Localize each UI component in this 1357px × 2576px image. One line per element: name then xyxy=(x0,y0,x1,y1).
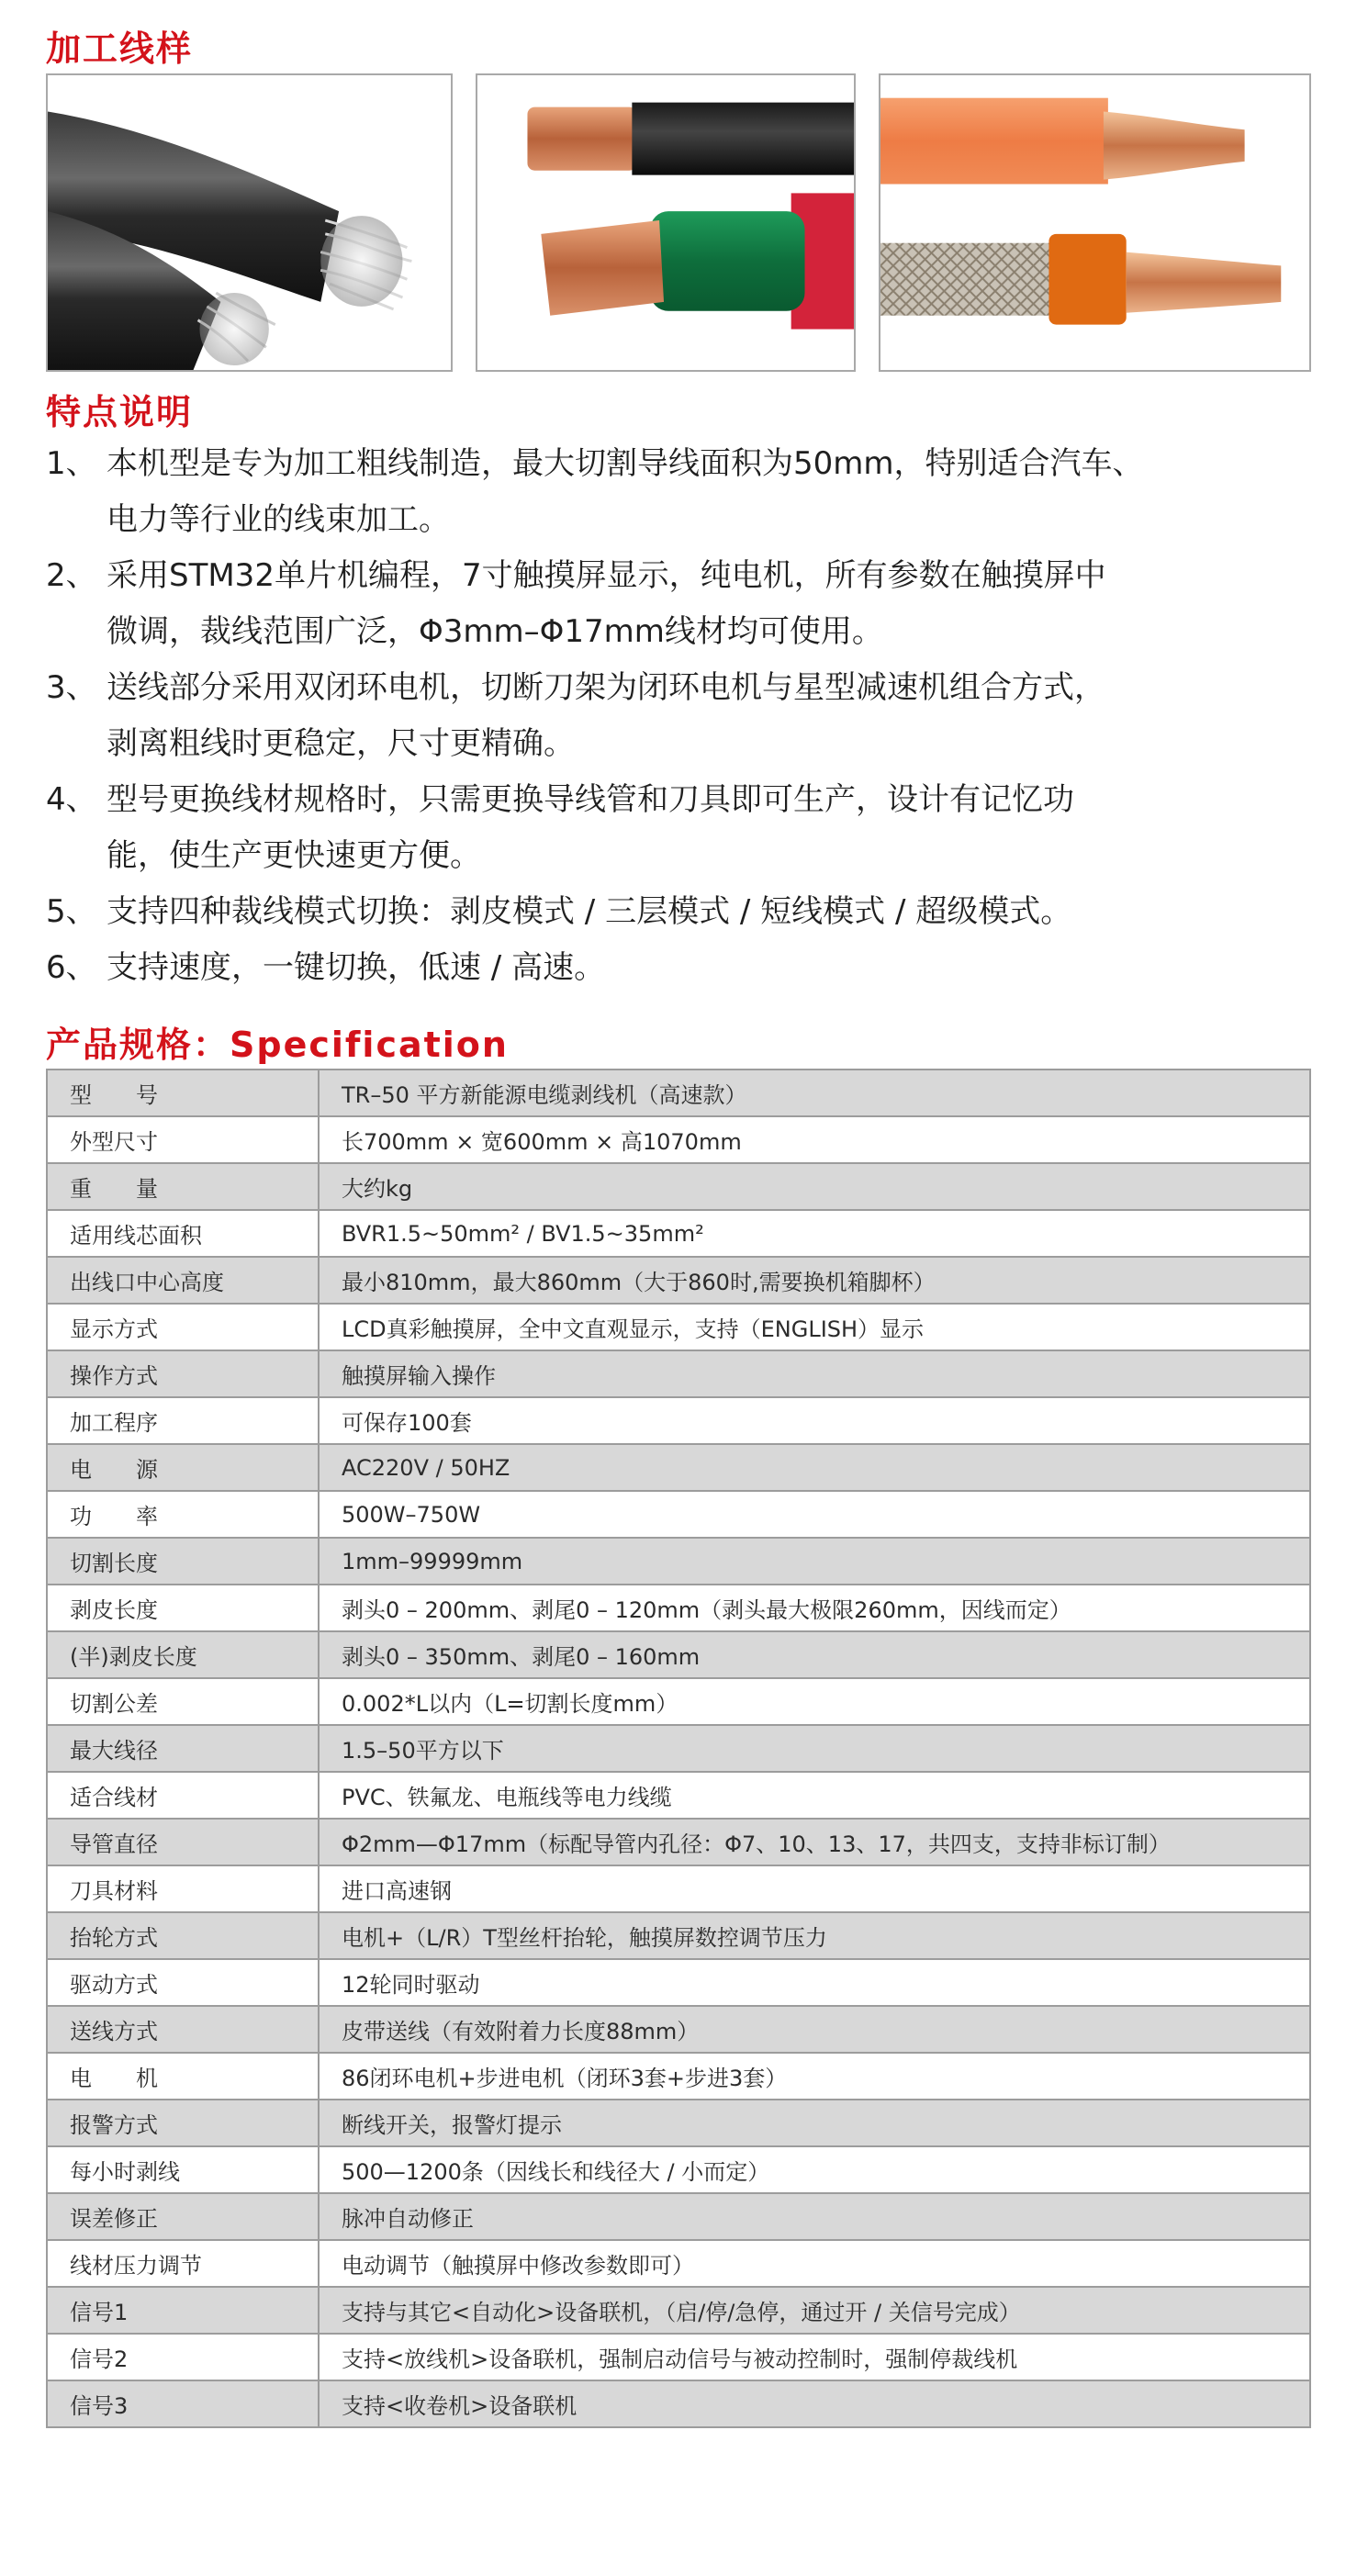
spec-label: 加工程序 xyxy=(47,1397,319,1444)
spec-row xyxy=(47,1631,1310,1678)
spec-row xyxy=(47,2240,1310,2287)
spec-label: 报警方式 xyxy=(47,2100,319,2146)
spec-row xyxy=(47,1491,1310,1538)
spec-value: 长700mm × 宽600mm × 高1070mm xyxy=(319,1116,1310,1163)
spec-label: 每小时剥线 xyxy=(47,2146,319,2193)
spec-value: 剥头0 – 350mm、剥尾0 – 160mm xyxy=(319,1631,1310,1678)
spec-label: 抬轮方式 xyxy=(47,1912,319,1959)
spec-value: 支持<收卷机>设备联机 xyxy=(319,2380,1310,2427)
spec-row xyxy=(47,1070,1310,1116)
spec-label: 型 号 xyxy=(47,1070,319,1116)
spec-value: 12轮同时驱动 xyxy=(319,1959,1310,2006)
feature-number: 2、 xyxy=(46,557,97,594)
spec-label: 信号3 xyxy=(47,2380,319,2427)
spec-label: 外型尺寸 xyxy=(47,1116,319,1163)
spec-value: 剥头0 – 200mm、剥尾0 – 120mm（剥头最大极限260mm，因线而定） xyxy=(319,1585,1310,1631)
spec-value: BVR1.5~50mm² / BV1.5~35mm² xyxy=(319,1210,1310,1257)
spec-value: AC220V / 50HZ xyxy=(319,1444,1310,1491)
spec-label: 显示方式 xyxy=(47,1304,319,1350)
spec-value: 大约kg xyxy=(319,1163,1310,1210)
spec-value: TR–50 平方新能源电缆剥线机（高速款） xyxy=(319,1070,1310,1116)
spec-value: 支持<放线机>设备联机，强制启动信号与被动控制时，强制停裁线机 xyxy=(319,2334,1310,2380)
spec-row xyxy=(47,1912,1310,1959)
spec-label: 剥皮长度 xyxy=(47,1585,319,1631)
spec-label: 送线方式 xyxy=(47,2006,319,2053)
spec-value: Φ2mm—Φ17mm（标配导管内孔径：Φ7、10、13、17，共四支，支持非标订制） xyxy=(319,1819,1310,1865)
spec-row xyxy=(47,1350,1310,1397)
spec-table xyxy=(46,1069,1311,2428)
feature-number: 5、 xyxy=(46,893,97,930)
spec-row xyxy=(47,2193,1310,2240)
spec-value: 触摸屏输入操作 xyxy=(319,1350,1310,1397)
feature-item xyxy=(46,548,1331,660)
spec-label: (半)剥皮长度 xyxy=(47,1631,319,1678)
spec-row xyxy=(47,1959,1310,2006)
spec-label: 最大线径 xyxy=(47,1725,319,1772)
spec-label: 信号2 xyxy=(47,2334,319,2380)
spec-label: 误差修正 xyxy=(47,2193,319,2240)
feature-list xyxy=(46,436,1331,996)
spec-row xyxy=(47,2334,1310,2380)
spec-label: 信号1 xyxy=(47,2287,319,2334)
spec-value: 最小810mm，最大860mm（大于860时,需要换机箱脚杯） xyxy=(319,1257,1310,1304)
feature-text-line: 型号更换线材规格时，只需更换导线管和刀具即可生产，设计有记忆功 xyxy=(107,781,1074,818)
spec-row xyxy=(47,1678,1310,1725)
spec-label: 线材压力调节 xyxy=(47,2240,319,2287)
spec-row xyxy=(47,1538,1310,1585)
feature-text-line: 支持速度，一键切换，低速 / 高速。 xyxy=(107,949,606,986)
spec-row xyxy=(47,1163,1310,1210)
spec-label: 适合线材 xyxy=(47,1772,319,1819)
feature-text-line: 送线部分采用双闭环电机，切断刀架为闭环电机与星型减速机组合方式， xyxy=(107,669,1105,706)
feature-item xyxy=(46,436,1331,548)
spec-row xyxy=(47,2287,1310,2334)
spec-value: 支持与其它<自动化>设备联机，（启/停/急停，通过开 / 关信号完成） xyxy=(319,2287,1310,2334)
black-rubber-cable-photo xyxy=(46,73,453,372)
spec-value: 1.5–50平方以下 xyxy=(319,1725,1310,1772)
feature-item xyxy=(46,660,1331,772)
spec-value: 0.002*L以内（L=切割长度mm） xyxy=(319,1678,1310,1725)
feature-item xyxy=(46,940,1331,996)
spec-section-title: 产品规格：Specification xyxy=(46,1025,509,1065)
spec-row xyxy=(47,1397,1310,1444)
feature-text-line: 采用STM32单片机编程，7寸触摸屏显示，纯电机，所有参数在触摸屏中 xyxy=(107,557,1106,594)
orange-shielded-cable-photo xyxy=(879,73,1311,372)
spec-value: 电动调节（触摸屏中修改参数即可） xyxy=(319,2240,1310,2287)
spec-label: 导管直径 xyxy=(47,1819,319,1865)
spec-row xyxy=(47,1210,1310,1257)
spec-row xyxy=(47,2053,1310,2100)
spec-value: 电机+（L/R）T型丝杆抬轮，触摸屏数控调节压力 xyxy=(319,1912,1310,1959)
spec-value: 皮带送线（有效附着力长度88mm） xyxy=(319,2006,1310,2053)
feature-text-line: 能，使生产更快速更方便。 xyxy=(107,837,481,874)
spec-value: 500—1200条（因线长和线径大 / 小而定） xyxy=(319,2146,1310,2193)
spec-value: 86闭环电机+步进电机（闭环3套+步进3套） xyxy=(319,2053,1310,2100)
feature-number: 3、 xyxy=(46,669,97,706)
spec-row xyxy=(47,1444,1310,1491)
spec-row xyxy=(47,1865,1310,1912)
features-section-title: 特点说明 xyxy=(46,392,194,432)
spec-value: LCD真彩触摸屏，全中文直观显示，支持（ENGLISH）显示 xyxy=(319,1304,1310,1350)
spec-label: 刀具材料 xyxy=(47,1865,319,1912)
feature-item xyxy=(46,884,1331,940)
spec-label: 操作方式 xyxy=(47,1350,319,1397)
feature-item xyxy=(46,772,1331,884)
spec-label: 电 机 xyxy=(47,2053,319,2100)
spec-row xyxy=(47,1585,1310,1631)
spec-row xyxy=(47,2006,1310,2053)
copper-black-green-cable-photo xyxy=(476,73,856,372)
spec-label: 切割公差 xyxy=(47,1678,319,1725)
spec-row xyxy=(47,1304,1310,1350)
samples-section-title: 加工线样 xyxy=(46,28,194,69)
spec-label: 切割长度 xyxy=(47,1538,319,1585)
spec-row xyxy=(47,1772,1310,1819)
spec-value: 进口高速钢 xyxy=(319,1865,1310,1912)
spec-label: 出线口中心高度 xyxy=(47,1257,319,1304)
spec-row xyxy=(47,2100,1310,2146)
feature-text-line: 本机型是专为加工粗线制造，最大切割导线面积为50mm，特别适合汽车、 xyxy=(107,445,1144,482)
spec-row xyxy=(47,1725,1310,1772)
spec-row xyxy=(47,2380,1310,2427)
spec-label: 电 源 xyxy=(47,1444,319,1491)
spec-row xyxy=(47,1819,1310,1865)
spec-value: PVC、铁氟龙、电瓶线等电力线缆 xyxy=(319,1772,1310,1819)
feature-text-line: 支持四种裁线模式切换：剥皮模式 / 三层模式 / 短线模式 / 超级模式。 xyxy=(107,893,1072,930)
feature-number: 4、 xyxy=(46,781,97,818)
spec-value: 500W–750W xyxy=(319,1491,1310,1538)
spec-label: 驱动方式 xyxy=(47,1959,319,2006)
spec-value: 1mm–99999mm xyxy=(319,1538,1310,1585)
feature-text-line: 微调，裁线范围广泛，Φ3mm–Φ17mm线材均可使用。 xyxy=(107,613,883,650)
spec-value: 脉冲自动修正 xyxy=(319,2193,1310,2240)
feature-number: 1、 xyxy=(46,445,97,482)
feature-text-line: 剥离粗线时更稳定，尺寸更精确。 xyxy=(107,725,575,762)
spec-label: 适用线芯面积 xyxy=(47,1210,319,1257)
feature-text-line: 电力等行业的线束加工。 xyxy=(107,501,450,538)
spec-row xyxy=(47,1116,1310,1163)
feature-number: 6、 xyxy=(46,949,97,986)
spec-value: 断线开关，报警灯提示 xyxy=(319,2100,1310,2146)
spec-label: 重 量 xyxy=(47,1163,319,1210)
spec-row xyxy=(47,1257,1310,1304)
spec-label: 功 率 xyxy=(47,1491,319,1538)
spec-value: 可保存100套 xyxy=(319,1397,1310,1444)
spec-row xyxy=(47,2146,1310,2193)
